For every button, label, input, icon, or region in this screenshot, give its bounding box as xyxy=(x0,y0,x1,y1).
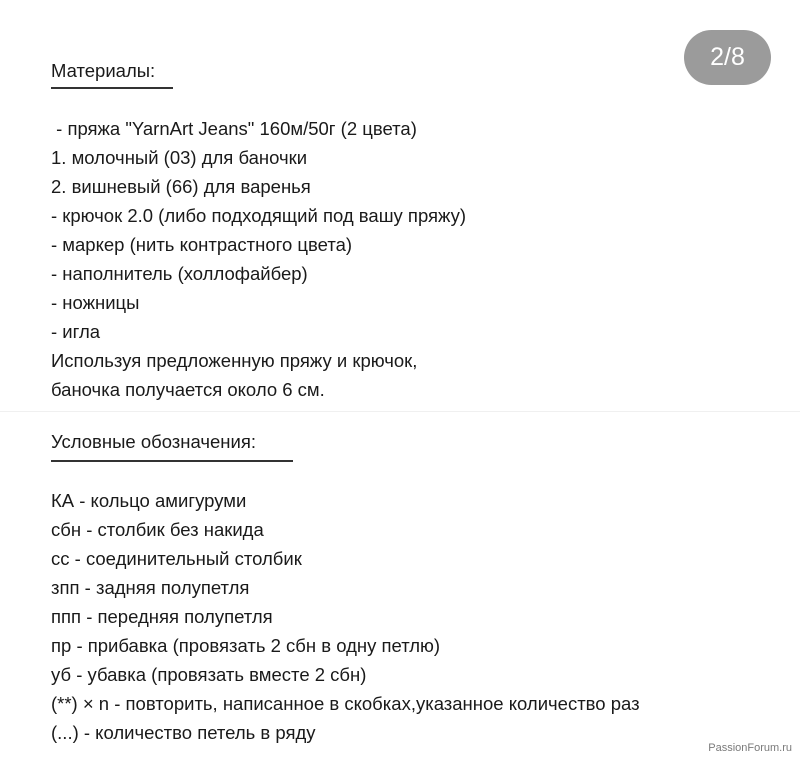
legend-line: (...) - количество петель в ряду xyxy=(51,722,316,743)
legend-line: сбн - столбик без накида xyxy=(51,519,264,540)
section-divider xyxy=(0,411,800,412)
materials-line: Используя предложенную пряжу и крючок, xyxy=(51,350,418,371)
legend-line: уб - убавка (провязать вместе 2 сбн) xyxy=(51,664,367,685)
materials-heading: Материалы: xyxy=(51,60,156,81)
materials-line: 2. вишневый (66) для варенья xyxy=(51,176,311,197)
page-indicator-badge: 2/8 xyxy=(684,30,771,85)
legend-line: сс - соединительный столбик xyxy=(51,548,302,569)
materials-line: - ножницы xyxy=(51,292,140,313)
materials-list xyxy=(51,114,466,404)
legend-line: ппп - передняя полупетля xyxy=(51,606,273,627)
materials-line: баночка получается около 6 см. xyxy=(51,379,325,400)
legend-line: КА - кольцо амигуруми xyxy=(51,490,247,511)
legend-list xyxy=(51,486,640,747)
legend-line: зпп - задняя полупетля xyxy=(51,577,250,598)
legend-heading: Условные обозначения: xyxy=(51,431,257,452)
legend-line: (**) × n - повторить, написанное в скобках,указанное количество раз xyxy=(51,693,640,714)
legend-heading-underline xyxy=(51,460,293,462)
materials-line: - наполнитель (холлофайбер) xyxy=(51,263,308,284)
site-watermark: PassionForum.ru xyxy=(708,742,792,754)
materials-heading-underline xyxy=(51,87,173,89)
materials-line: - игла xyxy=(51,321,101,342)
materials-line: - крючок 2.0 (либо подходящий под вашу пряжу) xyxy=(51,205,467,226)
materials-line: - маркер (нить контрастного цвета) xyxy=(51,234,353,255)
materials-line: 1. молочный (03) для баночки xyxy=(51,147,308,168)
legend-line: пр - прибавка (провязать 2 сбн в одну петлю) xyxy=(51,635,441,656)
materials-line: - пряжа "YarnArt Jeans" 160м/50г (2 цвета) xyxy=(51,118,417,139)
